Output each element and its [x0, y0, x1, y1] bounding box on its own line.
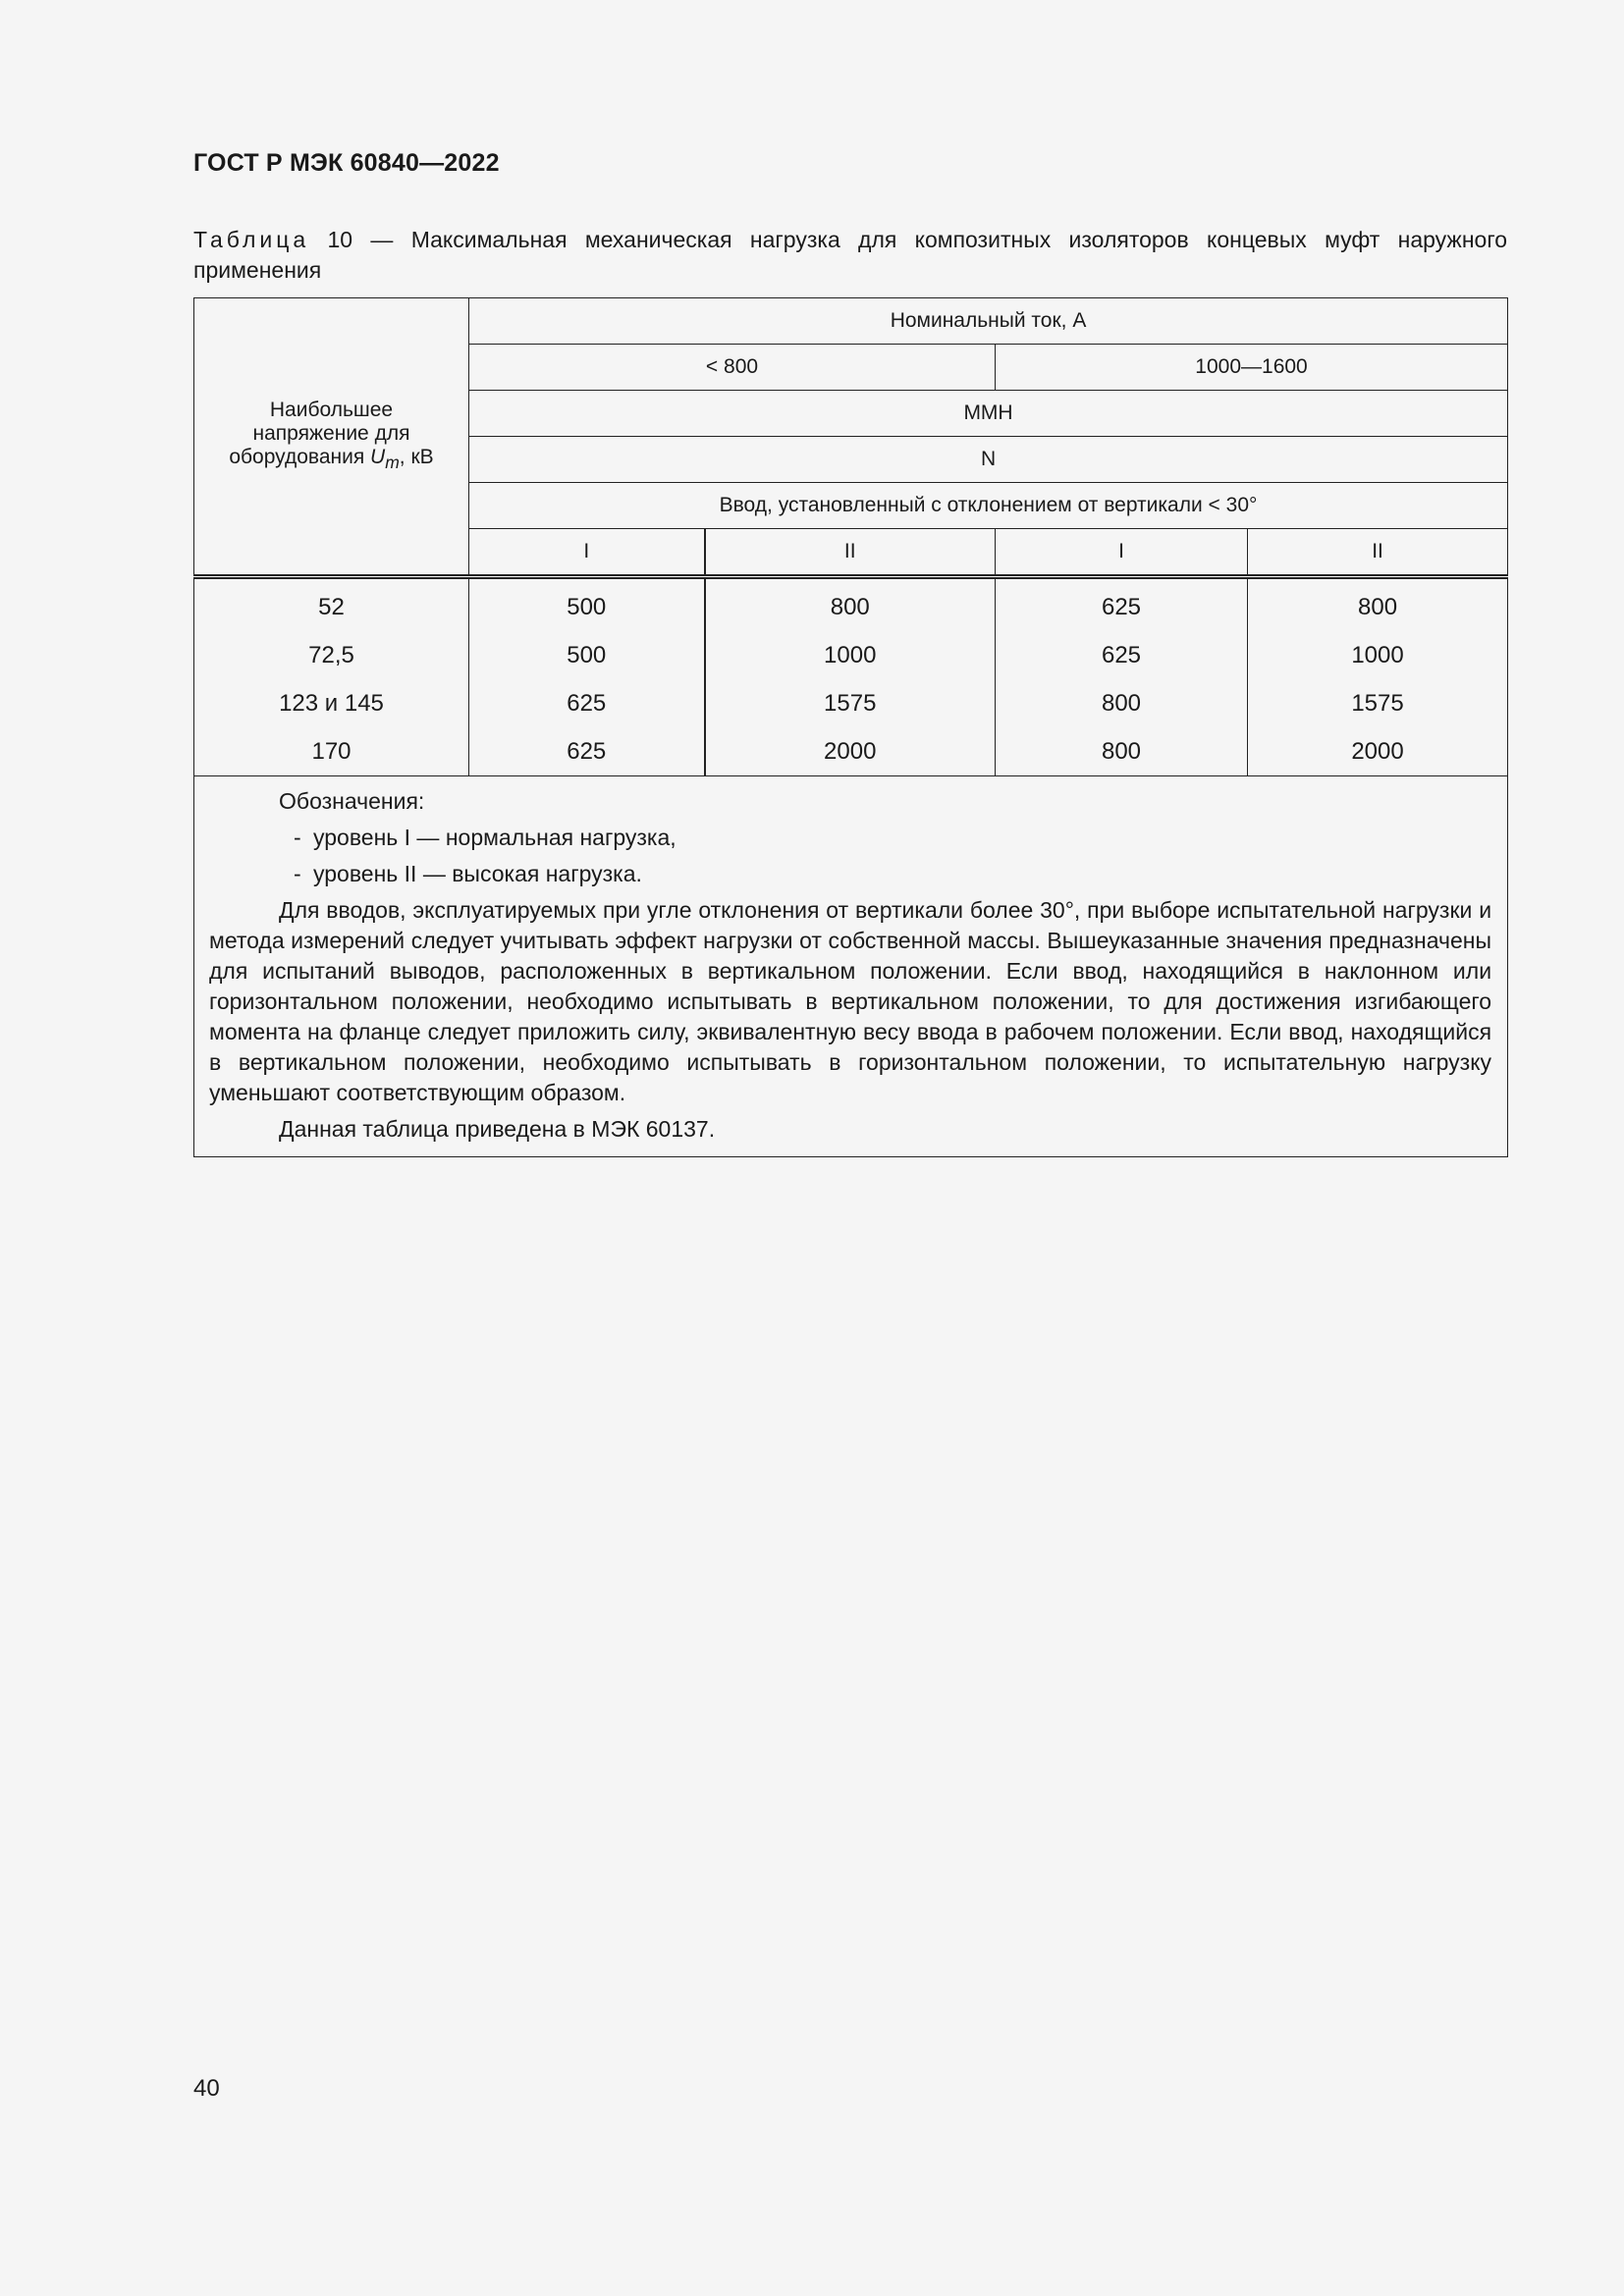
- voltage-header-line2: напряжение для: [252, 421, 410, 445]
- notes-paragraph: Для вводов, эксплуатируемых при угле отклонения от вертикали более 30°, при выборе испытательной нагрузки и метода измерений следует учитывать эффект нагрузки от собственной массы. Вышеуказанные значения предназначены для испытаний выводов, расположенных в вертикальном положении. Если ввод, находящийся в наклонном или горизонтальном положении, необходимо испытывать в вертикальном положении, то для достижения изгибающего момента на фланце следует приложить силу, эквивалентную весу ввода в рабочем положении. Если ввод, находящийся в вертикальном положении, необходимо испытывать в горизонтальном положении, то испытательную нагрузку уменьшают соответствующим образом.: [209, 897, 1492, 1105]
- value-cell: 1575: [705, 679, 996, 727]
- table-row: [194, 727, 1508, 776]
- table-row: [194, 631, 1508, 679]
- notes-reference: Данная таблица приведена в МЭК 60137.: [279, 1116, 716, 1142]
- notes-list-text: уровень I — нормальная нагрузка,: [313, 825, 677, 850]
- table-row: [194, 679, 1508, 727]
- value-cell: 625: [469, 679, 705, 727]
- voltage-cell: 72,5: [194, 631, 469, 679]
- header-row-rated-current: [194, 298, 1508, 345]
- value-cell: 625: [996, 577, 1248, 632]
- value-cell: 800: [705, 577, 996, 632]
- value-cell: 800: [996, 727, 1248, 776]
- value-cell: 625: [996, 631, 1248, 679]
- value-cell: 2000: [1248, 727, 1508, 776]
- mmh-header: MMH: [469, 391, 1508, 437]
- value-cell: 800: [1248, 577, 1508, 632]
- notes-row: [194, 776, 1508, 1157]
- level-header: I: [469, 529, 705, 577]
- voltage-header-line3: [194, 446, 468, 474]
- value-cell: 1575: [1248, 679, 1508, 727]
- installation-header: Ввод, установленный с отклонением от вертикали < 30°: [469, 483, 1508, 529]
- table-notes: [194, 776, 1508, 1157]
- voltage-cell: 170: [194, 727, 469, 776]
- value-cell: 500: [469, 577, 705, 632]
- list-dash: -: [294, 861, 301, 886]
- value-cell: 625: [469, 727, 705, 776]
- list-dash: -: [294, 825, 301, 850]
- value-cell: 1000: [705, 631, 996, 679]
- value-cell: 500: [469, 631, 705, 679]
- level-header: II: [1248, 529, 1508, 577]
- voltage-header-line1: Наибольшее: [269, 398, 394, 421]
- current-range-high: 1000—1600: [996, 345, 1508, 391]
- document-header: ГОСТ Р МЭК 60840—2022: [193, 149, 500, 177]
- notes-list-item: [209, 859, 1491, 889]
- voltage-cell: 123 и 145: [194, 679, 469, 727]
- table-row: [194, 577, 1508, 632]
- voltage-unit: , кВ: [399, 445, 434, 468]
- voltage-header-prefix: оборудования: [229, 445, 371, 468]
- rated-current-header: Номинальный ток, А: [469, 298, 1508, 345]
- voltage-subscript: m: [385, 453, 400, 473]
- value-cell: 1000: [1248, 631, 1508, 679]
- voltage-symbol: U: [370, 445, 386, 468]
- notes-list-text: уровень II — высокая нагрузка.: [313, 861, 642, 886]
- voltage-cell: 52: [194, 577, 469, 632]
- notes-heading: Обозначения:: [279, 788, 425, 814]
- value-cell: 800: [996, 679, 1248, 727]
- value-cell: 2000: [705, 727, 996, 776]
- notes-list-item: [209, 823, 1491, 853]
- current-range-low: < 800: [469, 345, 996, 391]
- table-caption: [193, 225, 1507, 286]
- level-header: II: [705, 529, 996, 577]
- page-number: 40: [193, 2075, 220, 2102]
- caption-text: 10 — Максимальная механическая нагрузка для композитных изоляторов концевых муфт наружного применения: [193, 227, 1507, 283]
- caption-label: Таблица: [193, 227, 310, 252]
- voltage-column-header: [194, 298, 469, 577]
- level-header: I: [996, 529, 1248, 577]
- unit-header: N: [469, 437, 1508, 483]
- load-table: [193, 297, 1508, 1157]
